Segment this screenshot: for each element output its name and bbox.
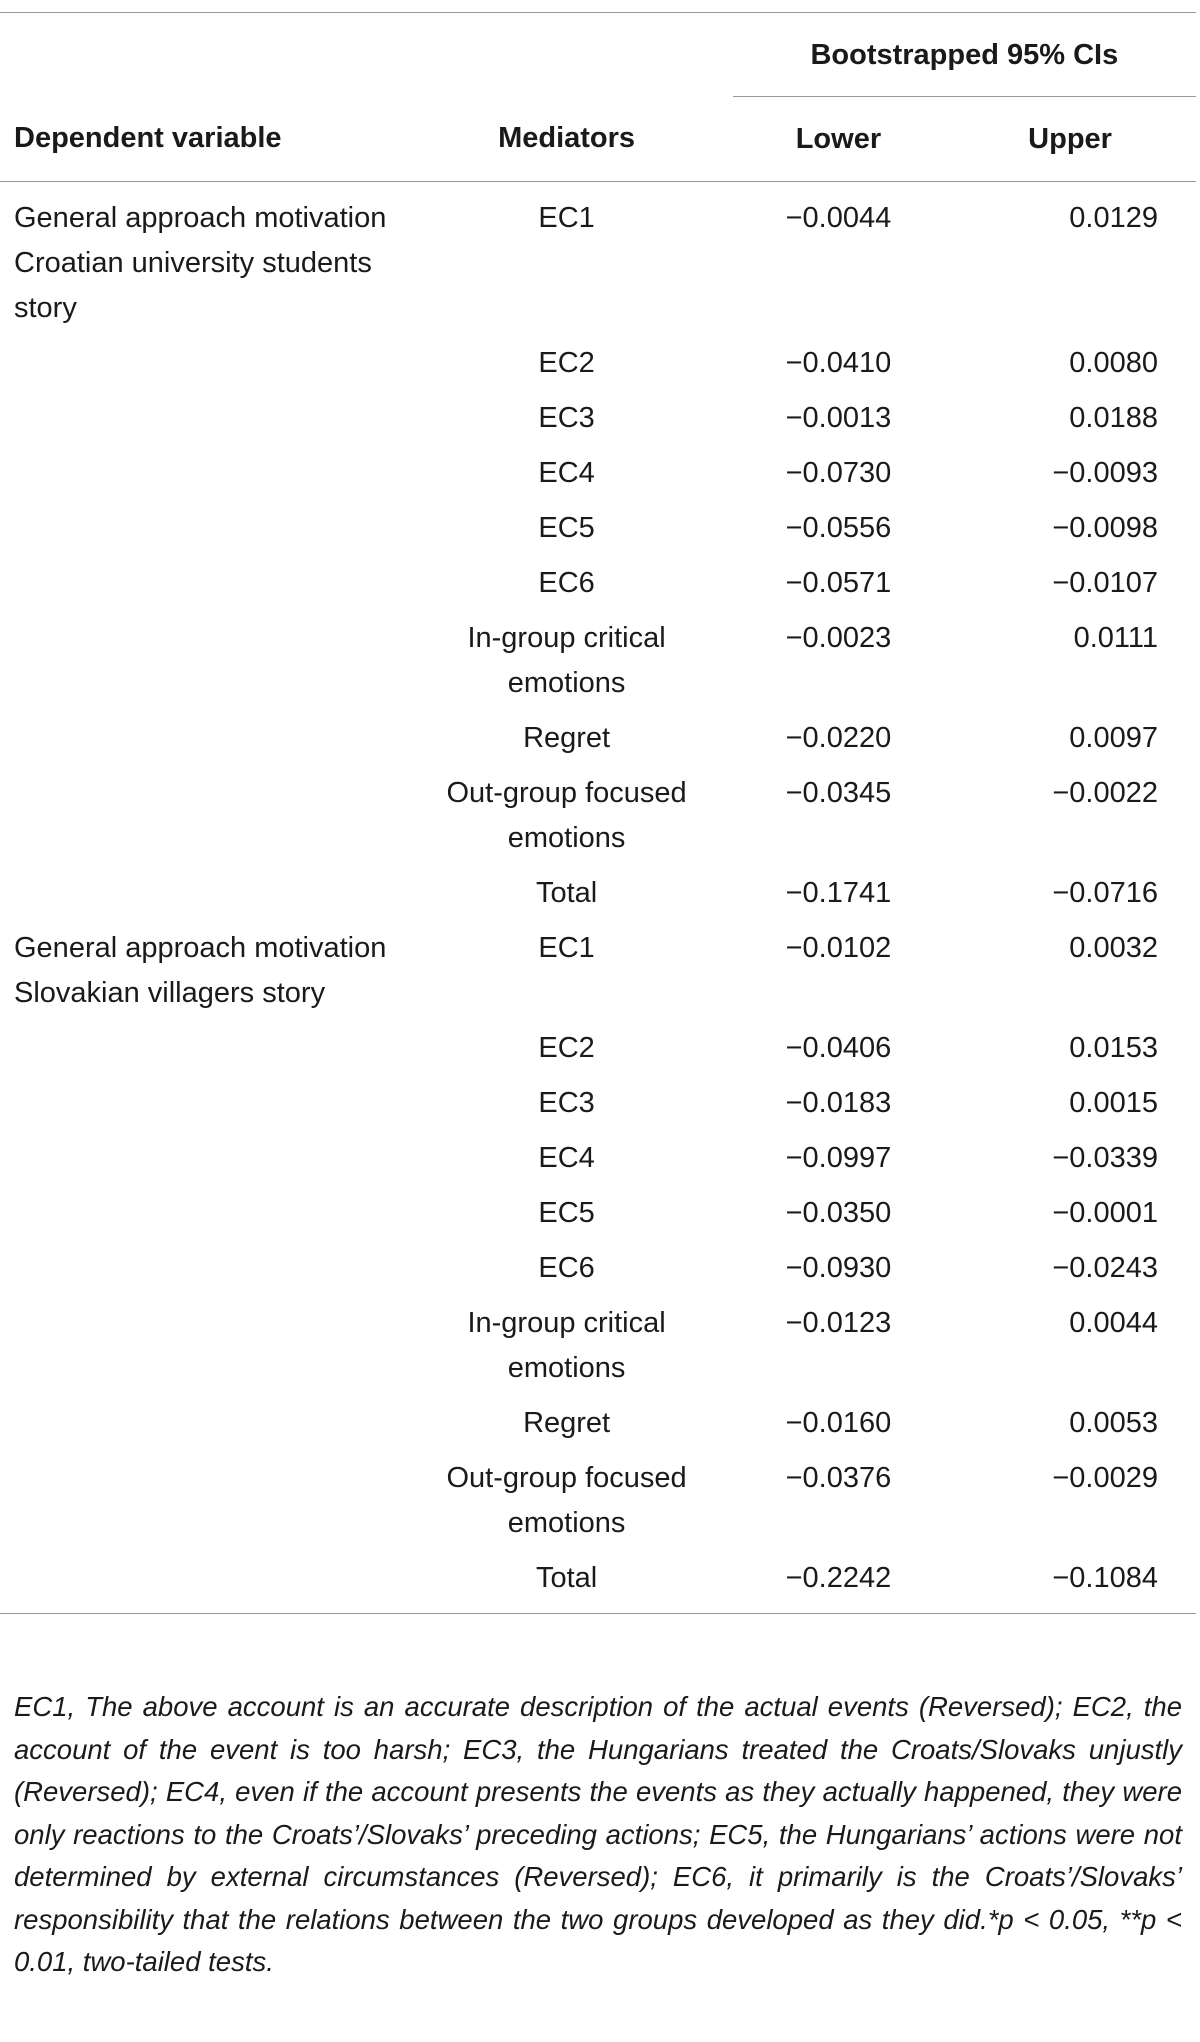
cell-lower: −0.0102: [785, 932, 892, 964]
header-spacer-1: [0, 14, 400, 97]
cell-upper: −0.0243: [1052, 1252, 1158, 1284]
table-row: [0, 1550, 1196, 1614]
cell-mediator: Out-group focused emotions: [446, 1462, 687, 1539]
cell-lower: −0.0350: [785, 1197, 892, 1229]
cell-mediator: EC6: [538, 567, 595, 599]
cell-upper: −0.0716: [1052, 877, 1158, 909]
cell-upper: 0.0080: [1069, 347, 1158, 379]
cell-mediator: In-group critical emotions: [467, 622, 666, 699]
table-body: [0, 182, 1196, 1614]
cell-dependent-variable: [0, 1075, 400, 1130]
cell-upper: −0.0001: [1052, 1197, 1158, 1229]
cell-dependent-variable: [0, 765, 400, 865]
table-row: [0, 500, 1196, 555]
header-row-group: [0, 14, 1196, 97]
cell-dependent-variable: [0, 710, 400, 765]
cell-mediator: EC5: [538, 1197, 595, 1229]
cell-lower: −0.1741: [785, 877, 892, 909]
cell-dependent-variable: [0, 335, 400, 390]
cell-lower: −0.0930: [785, 1252, 892, 1284]
cell-upper: −0.0098: [1052, 512, 1158, 544]
cell-upper: −0.0339: [1052, 1142, 1158, 1174]
ci-group-header: Bootstrapped 95% CIs: [733, 14, 1196, 97]
cell-mediator: EC4: [538, 457, 595, 489]
table-footnote: EC1, The above account is an accurate description of the actual events (Reversed); EC2, the account of the event is too harsh; EC3, the Hungarians treated the Croats/Slovaks unjustly (Reversed); EC4, even if the account presents the events as they actually happened, they were only reactions to the Croats’/Slovaks’ preceding actions; EC5, the Hungarians’ actions were not determined by external circumstances (Reversed); EC6, it primarily is the Croats’/Slovaks’ responsibility that the relations between the two groups developed as they did.*p < 0.05, **p < 0.01, two-tailed tests.: [14, 1691, 1182, 1977]
table-row: [0, 1295, 1196, 1395]
table-row: [0, 555, 1196, 610]
cell-lower: −0.0345: [785, 777, 892, 809]
results-table: [0, 14, 1196, 1614]
cell-dependent-variable: [0, 1295, 400, 1395]
cell-upper: −0.0093: [1052, 457, 1158, 489]
cell-upper: −0.1084: [944, 1550, 1196, 1614]
cell-lower: −0.2242: [733, 1550, 944, 1614]
cell-lower: −0.0123: [785, 1307, 892, 1339]
table-row: [0, 1395, 1196, 1450]
cell-mediator: EC1: [538, 932, 595, 964]
cell-upper: 0.0153: [1069, 1032, 1158, 1064]
cell-lower: −0.0220: [785, 722, 892, 754]
cell-upper: 0.0097: [1069, 722, 1158, 754]
cell-upper: −0.0029: [1052, 1462, 1158, 1494]
table-row: [0, 920, 1196, 1020]
cell-mediator: EC4: [538, 1142, 595, 1174]
cell-mediator: EC3: [538, 1087, 595, 1119]
header-upper: Upper: [944, 97, 1196, 182]
cell-lower: −0.0023: [785, 622, 892, 654]
cell-lower: −0.0183: [785, 1087, 892, 1119]
cell-mediator: EC2: [538, 347, 595, 379]
cell-upper: 0.0015: [1069, 1087, 1158, 1119]
table-row: [0, 610, 1196, 710]
table-row: [0, 710, 1196, 765]
cell-mediator: Regret: [523, 1407, 611, 1439]
cell-mediator: EC1: [538, 202, 595, 234]
table-row: [0, 1240, 1196, 1295]
cell-dependent-variable: [0, 1240, 400, 1295]
cell-mediator: Out-group focused emotions: [446, 777, 687, 854]
table-row: [0, 1075, 1196, 1130]
cell-dependent-variable: [0, 1395, 400, 1450]
cell-upper: 0.0053: [1069, 1407, 1158, 1439]
header-lower: Lower: [733, 97, 944, 182]
cell-mediator: EC2: [538, 1032, 595, 1064]
cell-dependent-variable: [0, 1185, 400, 1240]
cell-dependent-variable: [0, 500, 400, 555]
cell-upper: 0.0044: [1069, 1307, 1158, 1339]
cell-dependent-variable: General approach motivation Croatian university students story: [14, 202, 387, 324]
cell-lower: −0.0410: [785, 347, 892, 379]
cell-upper: 0.0188: [1069, 402, 1158, 434]
table-header: [0, 14, 1196, 182]
cell-mediator: EC5: [538, 512, 595, 544]
cell-lower: −0.0044: [785, 202, 892, 234]
header-dependent-variable: Dependent variable: [0, 97, 400, 182]
cell-mediator: Regret: [523, 722, 611, 754]
table-row: [0, 1450, 1196, 1550]
cell-dependent-variable: [0, 1020, 400, 1075]
cell-mediator: In-group critical emotions: [467, 1307, 666, 1384]
cell-mediator: Total: [400, 1550, 732, 1614]
cell-upper: 0.0032: [1069, 932, 1158, 964]
cell-dependent-variable: General approach motivation Slovakian villagers story: [14, 932, 387, 1009]
cell-dependent-variable: [0, 1550, 400, 1614]
cell-lower: −0.0997: [785, 1142, 892, 1174]
table-row: [0, 182, 1196, 336]
cell-lower: −0.0376: [785, 1462, 892, 1494]
table-row: [0, 1130, 1196, 1185]
cell-upper: −0.0107: [1052, 567, 1158, 599]
table-top-rule: [0, 12, 1196, 13]
cell-lower: −0.0571: [785, 567, 892, 599]
header-mediators: Mediators: [400, 97, 732, 182]
cell-mediator: Total: [535, 877, 598, 909]
table-row: [0, 335, 1196, 390]
header-spacer-2: [400, 14, 732, 97]
cell-dependent-variable: [0, 865, 400, 920]
cell-lower: −0.0013: [785, 402, 892, 434]
table-row: [0, 390, 1196, 445]
cell-dependent-variable: [0, 1130, 400, 1185]
cell-dependent-variable: [0, 390, 400, 445]
table-row: [0, 1185, 1196, 1240]
table-row: [0, 765, 1196, 865]
cell-mediator: EC6: [538, 1252, 595, 1284]
cell-upper: 0.0111: [1073, 622, 1158, 654]
cell-lower: −0.0730: [785, 457, 892, 489]
cell-dependent-variable: [0, 610, 400, 710]
cell-upper: 0.0129: [1069, 202, 1158, 234]
cell-lower: −0.0556: [785, 512, 892, 544]
cell-dependent-variable: [0, 445, 400, 500]
cell-lower: −0.0160: [785, 1407, 892, 1439]
table-row: [0, 1020, 1196, 1075]
table-row: [0, 865, 1196, 920]
cell-mediator: EC3: [538, 402, 595, 434]
cell-lower: −0.0406: [785, 1032, 892, 1064]
cell-dependent-variable: [0, 1450, 400, 1550]
table-row: [0, 445, 1196, 500]
cell-dependent-variable: [0, 555, 400, 610]
header-row-columns: [0, 97, 1196, 182]
cell-upper: −0.0022: [1052, 777, 1158, 809]
